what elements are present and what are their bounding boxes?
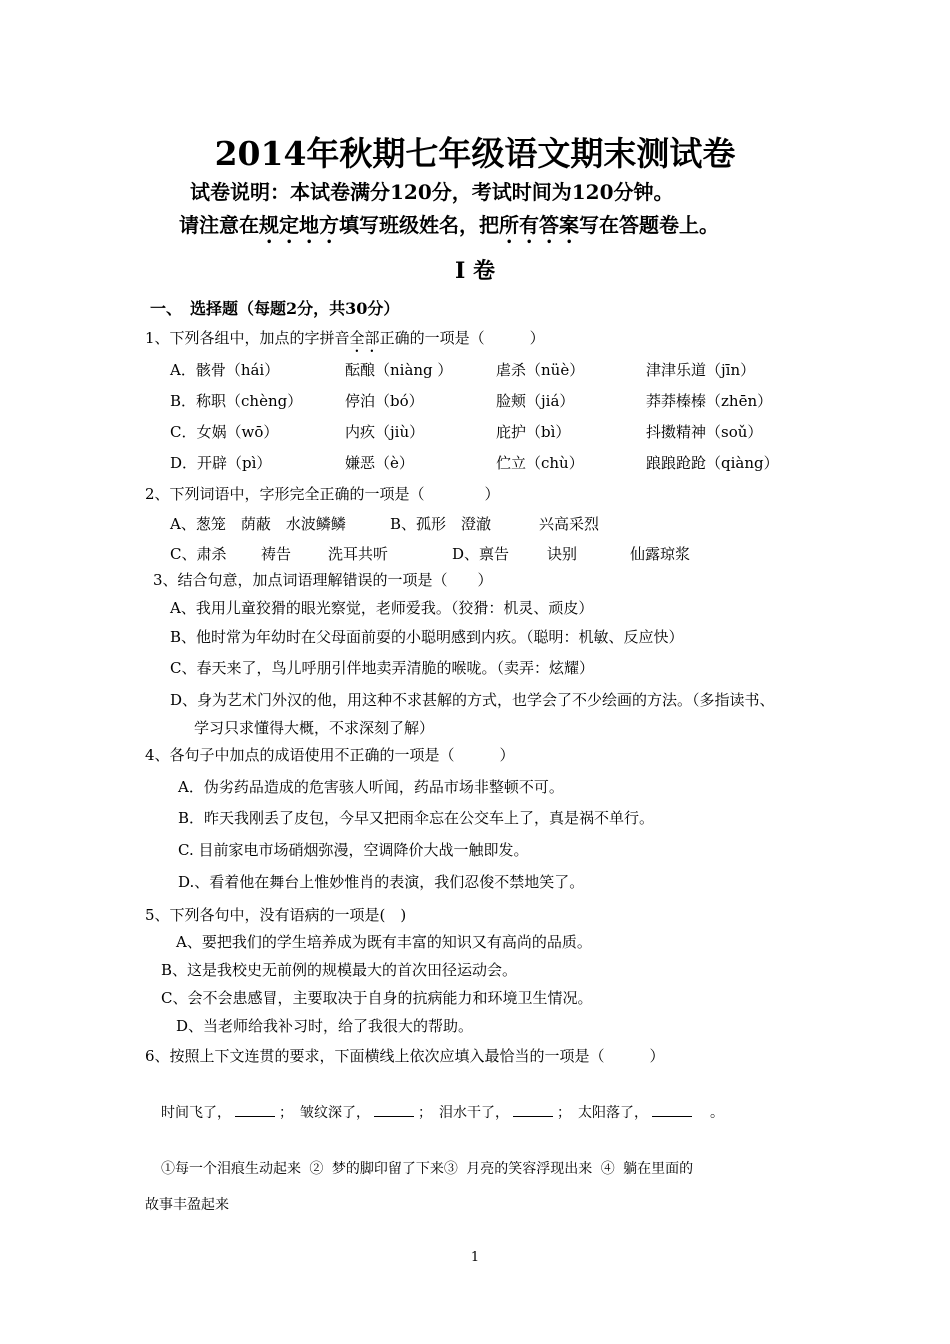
q1-option: 停泊（bó） bbox=[345, 392, 424, 410]
section-heading: Ⅰ 卷 bbox=[455, 258, 495, 284]
q1-option: 津津乐道（jīn） bbox=[646, 361, 756, 379]
q1-option: 抖擞精神（soǔ） bbox=[646, 423, 763, 441]
q2-option-b: B、孤形 澄澈 bbox=[390, 515, 492, 533]
q4-option-d: D.、看着他在舞台上惟妙惟肖的表演，我们忍俊不禁地笑了。 bbox=[178, 873, 585, 891]
answer-blank[interactable] bbox=[652, 1104, 692, 1117]
q1-option: 脸颊（jiá） bbox=[496, 392, 575, 410]
q6-options: ①每一个泪痕生动起来 ② 梦的脚印留了下来③ 月亮的笑容浮现出来 ④ 躺在里面的 bbox=[161, 1161, 694, 1177]
q2-option-a: A、葱笼 荫蔽 水波鳞鳞 bbox=[170, 515, 346, 533]
instructions-line-2: 请注意在规定地方填写班级姓名，把所有答案写在答题卷上。 bbox=[179, 213, 719, 237]
q1-option: B．称职（chèng） bbox=[170, 392, 303, 410]
q3-option-a: A、我用儿童狡猾的眼光察觉，老师爱我。（狡猾：机灵、顽皮） bbox=[170, 599, 594, 617]
q3-option-c: C、春天来了，鸟儿呼朋引伴地卖弄清脆的喉咙。（卖弄：炫耀） bbox=[170, 659, 594, 677]
q2-option-c-2: 祷告 bbox=[261, 545, 292, 563]
q4-option-b: B．昨天我刚丢了皮包，今早又把雨伞忘在公交车上了，真是祸不单行。 bbox=[178, 809, 655, 827]
q5-option-d: D、当老师给我补习时，给了我很大的帮助。 bbox=[176, 1017, 474, 1035]
q2-option-d-3: 仙露琼浆 bbox=[630, 545, 691, 563]
exam-title: 2014年秋期七年级语文期末测试卷 bbox=[214, 134, 736, 173]
instructions-line-1: 试卷说明：本试卷满分120分，考试时间为120分钟。 bbox=[190, 180, 674, 204]
q5-option-c: C、会不会患感冒，主要取决于自身的抗病能力和环境卫生情况。 bbox=[161, 989, 593, 1007]
question-1-stem: 1、下列各组中，加点的字拼音全部正确的一项是（ ） bbox=[145, 329, 545, 347]
q1-option: D．开辟（pì） bbox=[170, 454, 272, 472]
q2-option-c-3: 洗耳共听 bbox=[328, 545, 389, 563]
part-heading: 一、 选择题（每题2分，共30分） bbox=[150, 299, 400, 318]
question-2-stem: 2、下列词语中，字形完全正确的一项是（ ） bbox=[145, 485, 500, 503]
q1-option: A．骸骨（hái） bbox=[170, 361, 280, 379]
q2-option-b-cont: 兴高采烈 bbox=[539, 515, 600, 533]
answer-blank[interactable] bbox=[235, 1104, 275, 1117]
q3-option-d: D、身为艺术门外汉的他，用这种不求甚解的方式，也学会了不少绘画的方法。（多指读书、 bbox=[170, 691, 775, 709]
question-6-stem: 6、按照上下文连贯的要求，下面横线上依次应填入最恰当的一项是（ ） bbox=[145, 1047, 665, 1065]
q3-option-d-cont: 学习只求懂得大概，不求深刻了解） bbox=[194, 719, 435, 737]
q1-option: 庇护（bì） bbox=[496, 423, 571, 441]
q5-option-a: A、要把我们的学生培养成为既有丰富的知识又有高尚的品质。 bbox=[176, 933, 592, 951]
question-4-stem: 4、各句子中加点的成语使用不正确的一项是（ ） bbox=[145, 746, 515, 764]
q1-option: C．女娲（wō） bbox=[170, 423, 279, 441]
q2-option-c: C、肃杀 bbox=[170, 545, 227, 563]
q1-option: 嫌恶（è） bbox=[345, 454, 414, 472]
answer-blank[interactable] bbox=[513, 1104, 553, 1117]
q1-option: 内疚（jiù） bbox=[345, 423, 425, 441]
q4-option-c: C. 目前家电市场硝烟弥漫，空调降价大战一触即发。 bbox=[178, 841, 529, 859]
q1-option: 莽莽榛榛（zhēn） bbox=[646, 392, 773, 410]
q6-options-cont: 故事丰盈起来 bbox=[145, 1197, 229, 1213]
question-3-stem: 3、结合句意，加点词语理解错误的一项是（ ） bbox=[153, 571, 493, 589]
answer-blank[interactable] bbox=[374, 1104, 414, 1117]
q6-fill-line: 时间飞了， ； 皱纹深了， ； 泪水干了， ； 太阳落了， 。 bbox=[161, 1105, 724, 1121]
q1-option: 伫立（chù） bbox=[496, 454, 584, 472]
q2-option-d: D、禀告 bbox=[452, 545, 510, 563]
q4-option-a: A．伪劣药品造成的危害骇人听闻，药品市场非整顿不可。 bbox=[178, 778, 564, 796]
q2-option-d-2: 诀别 bbox=[547, 545, 578, 563]
q5-option-b: B、这是我校史无前例的规模最大的首次田径运动会。 bbox=[161, 961, 518, 979]
q1-option: 踉踉跄跄（qiàng） bbox=[646, 454, 779, 472]
q1-option: 酝酿（niàng ） bbox=[345, 361, 453, 379]
q3-option-b: B、他时常为年幼时在父母面前耍的小聪明感到内疚。（聪明：机敏、反应快） bbox=[170, 628, 684, 646]
question-5-stem: 5、下列各句中，没有语病的一项是( ) bbox=[145, 906, 407, 924]
page-number: 1 bbox=[470, 1250, 480, 1265]
q1-option: 虐杀（nüè） bbox=[496, 361, 585, 379]
